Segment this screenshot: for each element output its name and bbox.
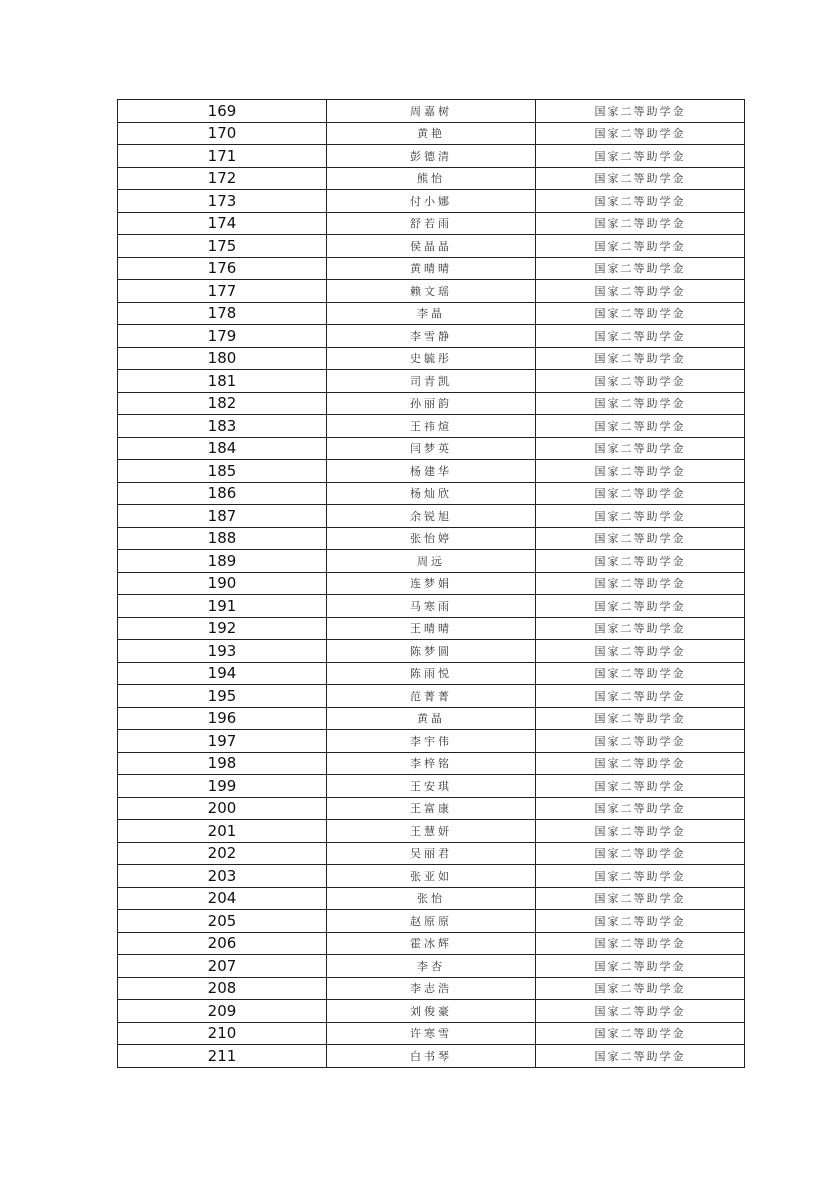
row-number-cell: 186	[118, 482, 327, 505]
student-name-cell: 侯晶晶	[327, 235, 536, 258]
award-type-cell: 国家二等助学金	[536, 280, 745, 303]
student-name-cell: 许寒雪	[327, 1022, 536, 1045]
award-type-cell: 国家二等助学金	[536, 145, 745, 168]
table-row	[118, 730, 745, 753]
student-name-cell: 周远	[327, 550, 536, 573]
student-name-cell: 李志浩	[327, 977, 536, 1000]
row-number-cell: 208	[118, 977, 327, 1000]
row-number-cell: 178	[118, 302, 327, 325]
row-number-cell: 187	[118, 505, 327, 528]
table-row	[118, 1022, 745, 1045]
table-row	[118, 977, 745, 1000]
award-type-cell: 国家二等助学金	[536, 662, 745, 685]
award-type-cell: 国家二等助学金	[536, 100, 745, 123]
row-number-cell: 171	[118, 145, 327, 168]
table-row	[118, 235, 745, 258]
row-number-cell: 179	[118, 325, 327, 348]
student-name-cell: 王祎煊	[327, 415, 536, 438]
row-number-cell: 210	[118, 1022, 327, 1045]
award-type-cell: 国家二等助学金	[536, 505, 745, 528]
table-row	[118, 325, 745, 348]
student-name-cell: 范菁菁	[327, 685, 536, 708]
award-type-cell: 国家二等助学金	[536, 415, 745, 438]
student-name-cell: 连梦娟	[327, 572, 536, 595]
row-number-cell: 182	[118, 392, 327, 415]
student-name-cell: 李宇伟	[327, 730, 536, 753]
table-row	[118, 392, 745, 415]
row-number-cell: 176	[118, 257, 327, 280]
table-row	[118, 955, 745, 978]
student-name-cell: 舒若雨	[327, 212, 536, 235]
award-type-cell: 国家二等助学金	[536, 797, 745, 820]
row-number-cell: 202	[118, 842, 327, 865]
row-number-cell: 204	[118, 887, 327, 910]
student-name-cell: 王慧妍	[327, 820, 536, 843]
student-name-cell: 张怡	[327, 887, 536, 910]
award-type-cell: 国家二等助学金	[536, 1022, 745, 1045]
student-name-cell: 黄晶	[327, 707, 536, 730]
row-number-cell: 192	[118, 617, 327, 640]
table-row	[118, 460, 745, 483]
row-number-cell: 207	[118, 955, 327, 978]
row-number-cell: 206	[118, 932, 327, 955]
table-row	[118, 100, 745, 123]
table-row	[118, 190, 745, 213]
student-name-cell: 杨灿欣	[327, 482, 536, 505]
table-row	[118, 887, 745, 910]
row-number-cell: 196	[118, 707, 327, 730]
award-type-cell: 国家二等助学金	[536, 527, 745, 550]
row-number-cell: 177	[118, 280, 327, 303]
table-row	[118, 797, 745, 820]
award-type-cell: 国家二等助学金	[536, 685, 745, 708]
row-number-cell: 173	[118, 190, 327, 213]
student-name-cell: 陈雨悦	[327, 662, 536, 685]
row-number-cell: 193	[118, 640, 327, 663]
award-type-cell: 国家二等助学金	[536, 392, 745, 415]
table-row	[118, 280, 745, 303]
award-type-cell: 国家二等助学金	[536, 347, 745, 370]
row-number-cell: 200	[118, 797, 327, 820]
table-row	[118, 122, 745, 145]
award-type-cell: 国家二等助学金	[536, 617, 745, 640]
student-name-cell: 李晶	[327, 302, 536, 325]
table-row	[118, 212, 745, 235]
student-name-cell: 张亚如	[327, 865, 536, 888]
table-row	[118, 685, 745, 708]
award-type-cell: 国家二等助学金	[536, 752, 745, 775]
row-number-cell: 169	[118, 100, 327, 123]
award-type-cell: 国家二等助学金	[536, 1000, 745, 1023]
student-name-cell: 吴丽君	[327, 842, 536, 865]
table-row	[118, 842, 745, 865]
award-type-cell: 国家二等助学金	[536, 910, 745, 933]
table-row	[118, 572, 745, 595]
student-name-cell: 霍冰辉	[327, 932, 536, 955]
student-name-cell: 刘俊豪	[327, 1000, 536, 1023]
award-type-cell: 国家二等助学金	[536, 707, 745, 730]
row-number-cell: 189	[118, 550, 327, 573]
row-number-cell: 170	[118, 122, 327, 145]
award-type-cell: 国家二等助学金	[536, 257, 745, 280]
table-row	[118, 707, 745, 730]
table-row	[118, 347, 745, 370]
table-row	[118, 505, 745, 528]
row-number-cell: 205	[118, 910, 327, 933]
table-row	[118, 550, 745, 573]
table-body	[118, 100, 745, 1068]
award-type-cell: 国家二等助学金	[536, 302, 745, 325]
student-name-cell: 王富康	[327, 797, 536, 820]
row-number-cell: 184	[118, 437, 327, 460]
student-name-cell: 李梓铭	[327, 752, 536, 775]
row-number-cell: 180	[118, 347, 327, 370]
table-row	[118, 415, 745, 438]
table-row	[118, 437, 745, 460]
row-number-cell: 174	[118, 212, 327, 235]
student-name-cell: 史毓彤	[327, 347, 536, 370]
table-row	[118, 167, 745, 190]
table-row	[118, 932, 745, 955]
award-type-cell: 国家二等助学金	[536, 212, 745, 235]
table-row	[118, 752, 745, 775]
award-type-cell: 国家二等助学金	[536, 775, 745, 798]
award-type-cell: 国家二等助学金	[536, 437, 745, 460]
table-row	[118, 527, 745, 550]
table-row	[118, 910, 745, 933]
row-number-cell: 175	[118, 235, 327, 258]
award-type-cell: 国家二等助学金	[536, 640, 745, 663]
student-name-cell: 付小娜	[327, 190, 536, 213]
table-row	[118, 595, 745, 618]
table-row	[118, 775, 745, 798]
table-row	[118, 145, 745, 168]
award-type-cell: 国家二等助学金	[536, 595, 745, 618]
table-row	[118, 640, 745, 663]
table-row	[118, 662, 745, 685]
student-name-cell: 周嘉树	[327, 100, 536, 123]
row-number-cell: 211	[118, 1045, 327, 1068]
student-name-cell: 孙丽韵	[327, 392, 536, 415]
student-name-cell: 赵原原	[327, 910, 536, 933]
award-type-cell: 国家二等助学金	[536, 887, 745, 910]
award-type-cell: 国家二等助学金	[536, 482, 745, 505]
row-number-cell: 194	[118, 662, 327, 685]
table-row	[118, 820, 745, 843]
student-name-cell: 余锐旭	[327, 505, 536, 528]
award-type-cell: 国家二等助学金	[536, 932, 745, 955]
row-number-cell: 198	[118, 752, 327, 775]
table-row	[118, 302, 745, 325]
student-name-cell: 黄晴晴	[327, 257, 536, 280]
row-number-cell: 181	[118, 370, 327, 393]
row-number-cell: 195	[118, 685, 327, 708]
student-name-cell: 彭德清	[327, 145, 536, 168]
award-type-cell: 国家二等助学金	[536, 460, 745, 483]
student-name-cell: 闫梦英	[327, 437, 536, 460]
scholarship-table	[117, 99, 745, 1068]
student-name-cell: 李雪静	[327, 325, 536, 348]
student-name-cell: 熊怡	[327, 167, 536, 190]
award-type-cell: 国家二等助学金	[536, 325, 745, 348]
award-type-cell: 国家二等助学金	[536, 235, 745, 258]
table-row	[118, 482, 745, 505]
student-name-cell: 司青凯	[327, 370, 536, 393]
award-type-cell: 国家二等助学金	[536, 820, 745, 843]
row-number-cell: 183	[118, 415, 327, 438]
table-row	[118, 257, 745, 280]
award-type-cell: 国家二等助学金	[536, 865, 745, 888]
scholarship-list-page	[117, 99, 743, 1068]
award-type-cell: 国家二等助学金	[536, 370, 745, 393]
row-number-cell: 199	[118, 775, 327, 798]
student-name-cell: 王安琪	[327, 775, 536, 798]
student-name-cell: 王晴晴	[327, 617, 536, 640]
award-type-cell: 国家二等助学金	[536, 730, 745, 753]
table-row	[118, 865, 745, 888]
student-name-cell: 白书琴	[327, 1045, 536, 1068]
table-row	[118, 1045, 745, 1068]
student-name-cell: 陈梦圆	[327, 640, 536, 663]
row-number-cell: 188	[118, 527, 327, 550]
row-number-cell: 185	[118, 460, 327, 483]
student-name-cell: 赖文瑶	[327, 280, 536, 303]
student-name-cell: 马寒雨	[327, 595, 536, 618]
award-type-cell: 国家二等助学金	[536, 122, 745, 145]
row-number-cell: 203	[118, 865, 327, 888]
award-type-cell: 国家二等助学金	[536, 190, 745, 213]
award-type-cell: 国家二等助学金	[536, 167, 745, 190]
row-number-cell: 172	[118, 167, 327, 190]
table-row	[118, 370, 745, 393]
award-type-cell: 国家二等助学金	[536, 955, 745, 978]
student-name-cell: 杨建华	[327, 460, 536, 483]
row-number-cell: 201	[118, 820, 327, 843]
table-row	[118, 1000, 745, 1023]
award-type-cell: 国家二等助学金	[536, 842, 745, 865]
row-number-cell: 209	[118, 1000, 327, 1023]
row-number-cell: 197	[118, 730, 327, 753]
award-type-cell: 国家二等助学金	[536, 977, 745, 1000]
row-number-cell: 190	[118, 572, 327, 595]
award-type-cell: 国家二等助学金	[536, 550, 745, 573]
award-type-cell: 国家二等助学金	[536, 1045, 745, 1068]
student-name-cell: 李杏	[327, 955, 536, 978]
award-type-cell: 国家二等助学金	[536, 572, 745, 595]
row-number-cell: 191	[118, 595, 327, 618]
student-name-cell: 黄艳	[327, 122, 536, 145]
table-row	[118, 617, 745, 640]
student-name-cell: 张怡婷	[327, 527, 536, 550]
